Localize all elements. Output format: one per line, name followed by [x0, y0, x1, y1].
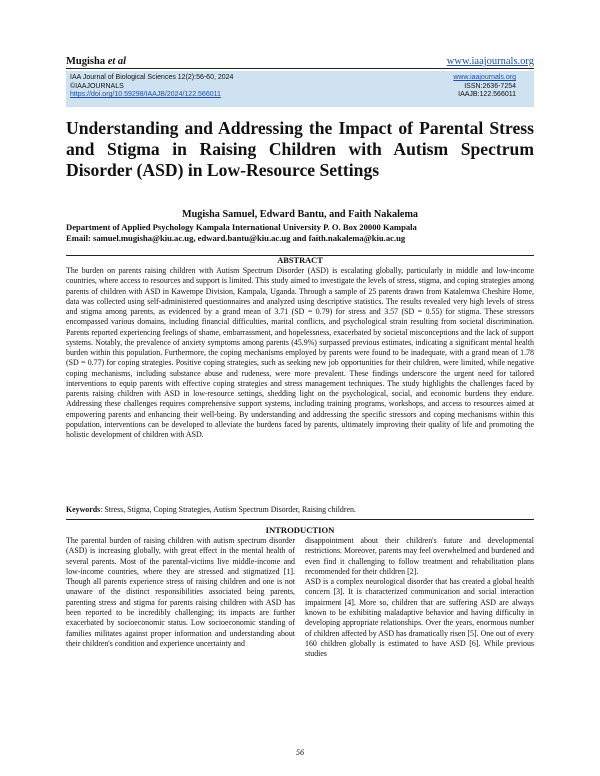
affiliation-block	[66, 222, 534, 243]
header-rule	[66, 68, 534, 69]
author-emails: Email: samuel.mugisha@kiu.ac.ug, edward.bantu@kiu.ac.ug and faith.nakalema@kiu.ac.ug	[66, 232, 406, 243]
intro-paragraph: ASD is a complex neurological disorder that has created a global health concern [3]. It is characterized communication and social interaction impairment [4]. More so, children that are suffering ASD are always known to be exhibiting maladaptive behavior and having difficulty in developing appropriate relationships. Over the years, enormous number of children affected by ASD has dramatically risen [5]. One out of every 160 children globally is estimated to have ASD [6]. While previous studies	[305, 577, 534, 659]
journal-citation: IAA Journal of Biological Sciences 12(2):56-60, 2024	[70, 74, 234, 81]
journal-info-left	[70, 74, 233, 100]
page-number: 56	[296, 748, 304, 757]
journal-issn: ISSN:2636-7254	[464, 82, 516, 90]
journal-info-box	[66, 71, 534, 107]
abstract-bottom-rule	[66, 519, 534, 520]
abstract-text: The burden on parents raising children with Autism Spectrum Disorder (ASD) is escalating globally, particularly in middle and low-income countries, where access to resources and support is limited. This study aimed to investigate the levels of stress, stigma, and coping strategies among parents of children with ASD in Kawempe Division, Kampala, Uganda. Through a sample of 25 parents drawn from Katalemwa Cheshire Home, data was collected using self-administered questionnaires and analyzed using descriptive statistics. The results revealed very high levels of stress and stigma among parents, as evidenced by a grand mean of 3.71 (SD = 0.79) for stress and 3.57 (SD = 0.55) for stigma. These stressors encompassed various domains, including financial difficulties, marital conflicts, and psychological strain resulting from societal discrimination. Parents reported experiencing feelings of shame, embarrassment, and hopelessness, exacerbated by societal misconceptions and the lack of support systems. Notably, the prevalence of anxiety symptoms among parents (45.9%) surpassed previous estimates, indicating a significant mental health burden within this population. Furthermore, the coping mechanisms employed by parents were found to be inadequate, with a grand mean of 1.78 (SD = 0.77) for coping strategies. Positive coping strategies, such as seeking new job opportunities for their children, were limited, while negative coping mechanisms, including substance abuse and rudeness, were more prevalent. These findings underscore the urgent need for tailored interventions to equip parents with effective coping strategies and stress management techniques. The study highlights the challenges faced by parents raising children with ASD in low-resource settings, shedding light on the psychological, social, and economic burdens they endure. Addressing these challenges requires comprehensive support systems, including training programs, workshops, and access to resources aimed at empowering parents and enhancing their well-being. By understanding and addressing the specific stressors and coping mechanisms within this population, interventions can be developed to alleviate the burdens faced by parents, ultimately improving their quality of life and promoting the holistic development of children with ASD.	[66, 266, 534, 439]
affiliation: Department of Applied Psychology Kampala International University P. O. Box 20000 Kampala	[66, 222, 417, 232]
intro-paragraph: The parental burden of raising children with autism spectrum disorder (ASD) is increasing globally, with great effect in the mental health of several parents. Most of the parental-victims live middle-income and low-income countries, where they are stressed and stigmatized [1]. Though all parents experience stress of raising children and one is not unaware of the distinct responsibilities associated being parents, parenting stress and stigma for parents raising children with ASD has been reported to be incredibly challenging; its impacts are further exacerbated by socioeconomic status. Low socioeconomic standing of families militates against proper information and understanding about their children's condition and experience uncertainty and	[66, 536, 295, 648]
author-list: Mugisha Samuel, Edward Bantu, and Faith Nakalema	[181, 209, 419, 220]
journal-copyright: ©IAAJOURNALS	[70, 82, 124, 90]
paper-title: Understanding and Addressing the Impact of Parental Stress and Stigma in Raising Children with Autism Spectrum Disorder (ASD) in Low-Resource Settings	[66, 118, 534, 180]
journal-web-link[interactable]: www.iaajournals.org	[453, 74, 516, 81]
intro-column-left	[66, 536, 295, 649]
abstract-heading: ABSTRACT	[277, 256, 323, 265]
doi-link[interactable]: https://doi.org/10.59298/IAAJB/2024/122.566011	[70, 91, 221, 99]
running-header	[66, 56, 534, 67]
running-author: Mugisha et al	[66, 56, 127, 67]
keywords-text: : Stress, Stigma, Coping Strategies, Autism Spectrum Disorder, Raising children.	[100, 505, 356, 514]
keywords-line	[66, 505, 534, 515]
journal-ref: IAAJB:122.566011	[458, 91, 516, 99]
keywords-label: Keywords	[66, 505, 101, 514]
intro-paragraph: disappointment about their children's future and developmental restrictions. Moreover, parents may feel overwhelmed and burdened and even find it challenging to follow treatment and rehabilitation plans recommended for their children [2].	[305, 536, 534, 576]
journal-website-link[interactable]: www.iaajournals.org	[446, 56, 534, 67]
journal-info-right	[453, 74, 516, 100]
intro-column-right	[305, 536, 534, 660]
introduction-heading: INTRODUCTION	[265, 525, 335, 535]
